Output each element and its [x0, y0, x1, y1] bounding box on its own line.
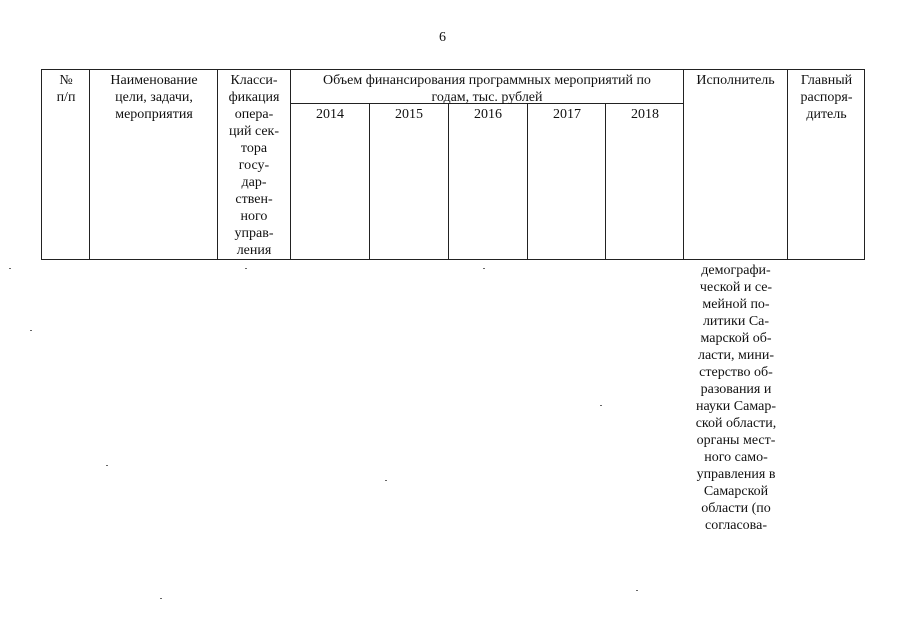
financing-table-header [41, 69, 865, 260]
year-divider [448, 103, 449, 259]
header-year-2017: 2017 [553, 107, 581, 122]
header-year-2015: 2015 [395, 107, 423, 122]
page-number: 6 [439, 30, 446, 45]
scan-speck [245, 268, 247, 269]
header-classification: Класси- фикация опера- ций сек- тора госу- дар- ствен- ного управ- ления [228, 73, 280, 258]
scan-speck [483, 268, 485, 269]
header-main-manager: Главный распоря- дитель [800, 73, 853, 122]
header-year-2016: 2016 [474, 107, 502, 122]
executor-continued-text: демографи- ческой и се- мейной по- литики Са- марской об- ласти, мини- стерство об- разования и науки Самар- ской области, органы мест- ного само- управления в Самарской области (по согласова- [695, 263, 777, 533]
year-divider [369, 103, 370, 259]
header-year-2014: 2014 [316, 107, 344, 122]
year-divider [527, 103, 528, 259]
scan-speck [160, 598, 162, 599]
scan-speck [600, 405, 602, 406]
column-divider [683, 70, 684, 259]
scan-speck [636, 590, 638, 591]
scan-speck [385, 480, 387, 481]
scan-speck [9, 268, 11, 269]
scan-speck [30, 330, 32, 331]
header-name: Наименование цели, задачи, мероприятия [110, 73, 198, 122]
header-number: № п/п [56, 73, 76, 105]
year-divider [605, 103, 606, 259]
header-executor: Исполнитель [696, 73, 775, 88]
scan-speck [106, 465, 108, 466]
header-financing-volume: Объем финансирования программных мероприятий по годам, тыс. рублей [323, 73, 651, 105]
header-year-2018: 2018 [631, 107, 659, 122]
